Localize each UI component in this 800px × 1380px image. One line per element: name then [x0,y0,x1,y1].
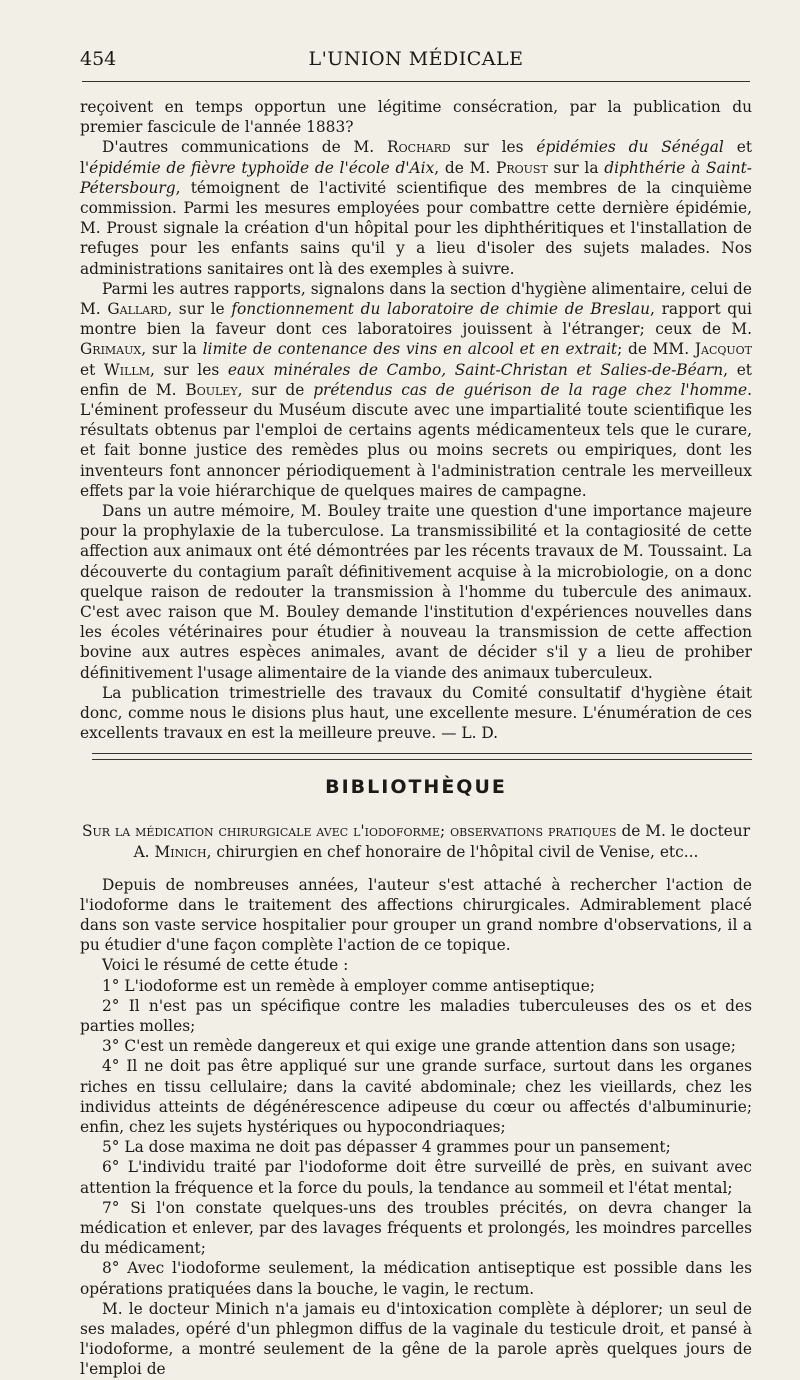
list-item: 2° Il n'est pas un spécifique contre les maladies tuberculeuses des os et des parties molles; [80,996,752,1035]
list-item: 4° Il ne doit pas être appliqué sur une grande surface, surtout dans les organes riches en tissu cellulaire; dans la cavité abdominale; chez les vieillards, chez les individus atteints de dégénérescence adipeuse du cœur ou affectés d'albuminurie; enfin, chez les sujets hystériques ou hypocondriaques; [80,1057,752,1136]
running-header [80,46,752,76]
list-item: 1° L'iodoforme est un remède à employer comme antiseptique; [102,976,596,995]
author-name: Willm [103,360,150,379]
paragraph: Parmi les autres rapports, signalons dans la section d'hygiène alimentaire, celui de M. Gallard, sur le fonctionnement du laboratoire de chimie de Breslau, rapport qui montre bien la faveur dont ces laboratoires jouissent à l'étranger; ceux de M. Grimaux, sur la limite de contenance des vins en alcool et en extrait; de MM. Jacquot et Willm, sur les eaux minérales de Cambo, Saint-Christan et Salies-de-Béarn, et enfin de M. Bouley, sur de prétendus cas de guérison de la rage chez l'homme. L'éminent professeur du Muséum discute avec une impartialité toute scientifique les résultats obtenus par l'emploi de certains agents médicamenteux tels que le curare, et fait bonne justice des remèdes plus ou moins secrets ou empiriques, dont les inventeurs font annoncer périodiquement à l'administration centrale les merveilleux effets par la voie hiérarchique de quelques maires de campagne. [80,279,753,500]
list-item: 6° L'individu traité par l'iodoforme doit être surveillé de près, en suivant avec attention la fréquence et la force du pouls, la tendance au sommeil et l'état mental; [80,1158,752,1197]
header-rule [82,81,750,82]
author-name: Bouley [185,380,238,399]
paragraph: reçoivent en temps opportun une légitime consécration, par la publication du premier fascicule de l'année 1883? [80,98,752,137]
paragraph: Depuis de nombreuses années, l'auteur s'est attaché à rechercher l'action de l'iodoforme dans le traitement des affections chirurgicales. Admirablement placé dans son vaste service hospitalier pour grouper un grand nombre d'observations, il a pu étudier d'une façon complète l'action de ce topique. [80,875,752,955]
author-name: Grimaux [80,340,142,359]
article-heading: Sur la médication chirurgicale avec l'iodoforme; observations pratiques de M. le docteur A. Minich, chirurgien en chef honoraire de l'hôpital civil de Venise, etc... [81,821,751,861]
paragraph: Dans un autre mémoire, M. Bouley traite une question d'une importance majeure pour la prophylaxie de la tuberculose. La transmissibilité et la contagiosité de cette affection aux animaux ont été démontrées par les récents travaux de M. Toussaint. La découverte du contagium paraît définitivement acquise à la microbiologie, on a donc quelque raison de redouter la transmission à l'homme du tubercule des animaux. C'est avec raison que M. Bouley demande l'institution d'expériences nouvelles dans les écoles vétérinaires pour étudier à nouveau la transmission de cette affection bovine aux autres espèces animales, avant de décider s'il y a lieu de prohiber définitivement l'usage alimentaire de la viande des animaux tuberculeux. [80,502,752,682]
numbered-list [80,976,752,1299]
list-item: 7° Si l'on constate quelques-uns des troubles précités, on devra changer la médication et enlever, par des lavages fréquents et prolongés, les moindres parcelles du médicament; [80,1198,752,1258]
author-name: Rochard [387,138,451,157]
paragraph: La publication trimestrielle des travaux du Comité consultatif d'hygiène était donc, comme nous le disions plus haut, une excellente mesure. L'énumération de ces excellents travaux en est la meilleure preuve. — L. D. [80,683,752,743]
running-title: L'UNION MÉDICALE [308,48,524,70]
author-name: Jacquot [694,340,753,359]
paragraph: Voici le résumé de cette étude : [102,956,349,975]
section-title: BIBLIOTHÈQUE [325,775,507,798]
list-item: 8° Avec l'iodoforme seulement, la médication antiseptique est possible dans les opérations pratiquées dans la bouche, le vagin, le rectum. [80,1259,752,1298]
author-name: Proust [495,158,548,177]
section-divider [92,753,752,760]
list-item: 5° La dose maxima ne doit pas dépasser 4 grammes pour un pansement; [102,1138,671,1157]
author-name: Minich [154,842,207,861]
page-number: 454 [80,48,117,70]
page-body [80,97,752,1380]
paragraph: M. le docteur Minich n'a jamais eu d'intoxication complète à déplorer; un seul de ses malades, opéré d'un phlegmon diffus de la vaginale du testicule droit, et pansé à l'iodoforme, a montré seulement de la gêne de la parole après quelques jours de l'emploi de [80,1299,752,1379]
author-name: Gallard [107,300,168,319]
paragraph: D'autres communications de M. Rochard sur les épidémies du Sénégal et l'épidémie de fièvre typhoïde de l'école d'Aix, de M. Proust sur la diphthérie à Saint-Pétersbourg, témoignent de l'activité scientifique des membres de la cinquième commission. Parmi les mesures employées pour combattre cette dernière épidémie, M. Proust signale la création d'un hôpital pour les diphthéritiques et l'installation de refuges pour les enfants sains qu'il y a lieu d'isoler des sujets malades. Nos administrations sanitaires ont là des exemples à suivre. [80,138,753,278]
list-item: 3° C'est un remède dangereux et qui exige une grande attention dans son usage; [102,1037,736,1056]
